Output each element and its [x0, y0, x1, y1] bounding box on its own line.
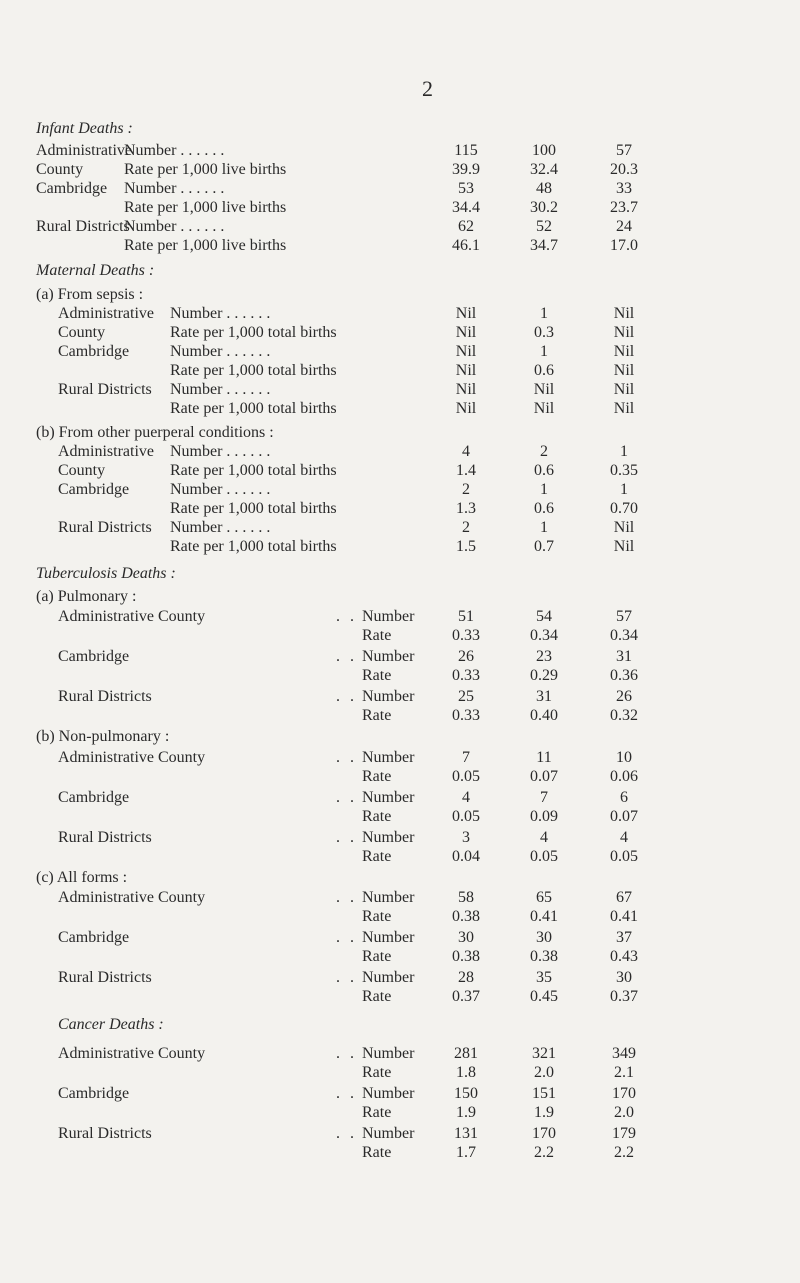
- table-cell: 52: [536, 218, 552, 235]
- row-measure-label: Rate per 1,000 live births: [124, 161, 287, 178]
- table-cell: 23: [536, 648, 552, 665]
- table-cell: 0.6: [534, 500, 554, 517]
- row-measure-label: Number . . . . . .: [170, 343, 271, 360]
- table-cell: 0.06: [610, 768, 638, 785]
- table-cell: 170: [532, 1125, 556, 1142]
- table-cell: 48: [536, 180, 552, 197]
- table-cell: 0.38: [530, 948, 558, 965]
- row-measure-label: Number: [362, 889, 415, 906]
- subsection-label: (a) From sepsis :: [36, 286, 144, 303]
- row-measure-label: Rate: [362, 848, 392, 865]
- table-cell: 39.9: [452, 161, 480, 178]
- table-cell: 1.8: [456, 1064, 476, 1081]
- row-measure-label: Rate per 1,000 total births: [170, 500, 337, 517]
- table-cell: 24: [616, 218, 632, 235]
- table-cell: Nil: [455, 400, 477, 417]
- table-cell: 150: [454, 1085, 478, 1102]
- table-cell: 0.6: [534, 462, 554, 479]
- leader-dots: . .: [336, 749, 357, 766]
- table-cell: 33: [616, 180, 632, 197]
- row-measure-label: Rate: [362, 948, 392, 965]
- row-area-label: County: [58, 324, 106, 341]
- table-cell: 1.9: [534, 1104, 554, 1121]
- table-cell: 10: [616, 749, 632, 766]
- table-cell: 1.7: [456, 1144, 476, 1161]
- row-measure-label: Rate: [362, 707, 392, 724]
- table-cell: 0.45: [530, 988, 558, 1005]
- table-cell: 2.0: [614, 1104, 634, 1121]
- table-cell: Nil: [455, 305, 477, 322]
- table-cell: 37: [616, 929, 632, 946]
- table-cell: 2: [540, 443, 548, 460]
- table-cell: 0.34: [610, 627, 638, 644]
- table-cell: 65: [536, 889, 552, 906]
- row-area-label: Rural Districts: [58, 829, 152, 846]
- table-cell: 0.37: [610, 988, 638, 1005]
- table-cell: 34.7: [530, 237, 558, 254]
- table-cell: 28: [458, 969, 474, 986]
- table-cell: 1.4: [456, 462, 476, 479]
- table-cell: 30: [536, 929, 552, 946]
- table-cell: 0.70: [610, 500, 638, 517]
- row-measure-label: Number: [362, 749, 415, 766]
- row-measure-label: Number . . . . . .: [170, 519, 271, 536]
- table-cell: 54: [536, 608, 552, 625]
- subsection-label: (a) Pulmonary :: [36, 588, 137, 605]
- table-cell: 26: [458, 648, 474, 665]
- row-measure-label: Rate: [362, 667, 392, 684]
- table-cell: Nil: [613, 305, 635, 322]
- row-measure-label: Rate: [362, 1064, 392, 1081]
- table-cell: 170: [612, 1085, 636, 1102]
- row-area-label: Rural Districts: [58, 1125, 152, 1142]
- row-measure-label: Number . . . . . .: [170, 381, 271, 398]
- table-cell: 17.0: [610, 237, 638, 254]
- row-measure-label: Rate per 1,000 total births: [170, 362, 337, 379]
- table-cell: 1: [540, 519, 548, 536]
- row-area-label: Administrative: [36, 142, 132, 159]
- table-cell: 0.41: [610, 908, 638, 925]
- table-cell: 0.6: [534, 362, 554, 379]
- table-cell: 62: [458, 218, 474, 235]
- table-cell: 0.36: [610, 667, 638, 684]
- row-measure-label: Rate: [362, 908, 392, 925]
- table-cell: 1: [540, 305, 548, 322]
- table-cell: 4: [462, 789, 470, 806]
- table-cell: Nil: [533, 400, 555, 417]
- row-measure-label: Rate: [362, 988, 392, 1005]
- row-measure-label: Number: [362, 648, 415, 665]
- table-cell: 1.3: [456, 500, 476, 517]
- table-cell: 1: [620, 481, 628, 498]
- row-area-label: Rural Districts: [58, 969, 152, 986]
- table-cell: 349: [612, 1045, 636, 1062]
- row-measure-label: Rate per 1,000 total births: [170, 538, 337, 555]
- table-cell: 2: [462, 481, 470, 498]
- table-cell: 0.05: [530, 848, 558, 865]
- table-cell: 0.05: [452, 808, 480, 825]
- table-cell: 53: [458, 180, 474, 197]
- table-cell: Nil: [455, 362, 477, 379]
- section-title: Infant Deaths :: [36, 120, 133, 137]
- table-cell: 0.3: [534, 324, 554, 341]
- section-title: Maternal Deaths :: [36, 262, 155, 279]
- row-area-label: County: [36, 161, 84, 178]
- table-cell: 0.05: [452, 768, 480, 785]
- row-measure-label: Rate per 1,000 live births: [124, 199, 287, 216]
- row-area-label: Administrative County: [58, 749, 206, 766]
- table-cell: 0.41: [530, 908, 558, 925]
- table-cell: 2.2: [534, 1144, 554, 1161]
- table-cell: 57: [616, 608, 632, 625]
- table-cell: 51: [458, 608, 474, 625]
- table-cell: Nil: [455, 381, 477, 398]
- table-cell: 31: [536, 688, 552, 705]
- table-cell: 281: [454, 1045, 478, 1062]
- table-cell: 1.5: [456, 538, 476, 555]
- row-area-label: Administrative: [58, 305, 154, 322]
- row-measure-label: Rate per 1,000 total births: [170, 400, 337, 417]
- row-measure-label: Rate: [362, 808, 392, 825]
- table-cell: 57: [616, 142, 632, 159]
- leader-dots: . .: [336, 1125, 357, 1142]
- row-area-label: Cambridge: [58, 343, 130, 360]
- table-cell: 23.7: [610, 199, 638, 216]
- table-cell: 4: [462, 443, 470, 460]
- row-area-label: Cambridge: [36, 180, 108, 197]
- leader-dots: . .: [336, 1045, 357, 1062]
- row-measure-label: Rate: [362, 1104, 392, 1121]
- row-area-label: Cambridge: [58, 481, 130, 498]
- row-area-label: Rural Districts: [36, 218, 130, 235]
- table-cell: 6: [620, 789, 628, 806]
- table-cell: 31: [616, 648, 632, 665]
- leader-dots: . .: [336, 1085, 357, 1102]
- table-cell: Nil: [613, 343, 635, 360]
- leader-dots: . .: [336, 608, 357, 625]
- table-cell: 30.2: [530, 199, 558, 216]
- table-cell: 4: [540, 829, 548, 846]
- table-cell: 0.40: [530, 707, 558, 724]
- row-area-label: Rural Districts: [58, 519, 152, 536]
- table-cell: 30: [458, 929, 474, 946]
- table-cell: 100: [532, 142, 556, 159]
- table-cell: 115: [454, 142, 478, 159]
- row-area-label: Cambridge: [58, 789, 130, 806]
- table-cell: 2.1: [614, 1064, 634, 1081]
- row-area-label: Administrative County: [58, 1045, 206, 1062]
- table-cell: 7: [462, 749, 470, 766]
- leader-dots: . .: [336, 829, 357, 846]
- table-cell: 0.04: [452, 848, 480, 865]
- table-cell: Nil: [613, 519, 635, 536]
- leader-dots: . .: [336, 789, 357, 806]
- table-cell: 1: [540, 343, 548, 360]
- row-measure-label: Rate per 1,000 total births: [170, 324, 337, 341]
- leader-dots: . .: [336, 648, 357, 665]
- table-cell: 32.4: [530, 161, 558, 178]
- table-cell: 0.32: [610, 707, 638, 724]
- page-number: 2: [422, 76, 433, 101]
- table-cell: 58: [458, 889, 474, 906]
- table-cell: 0.09: [530, 808, 558, 825]
- table-cell: 0.35: [610, 462, 638, 479]
- row-measure-label: Number: [362, 969, 415, 986]
- table-cell: 11: [536, 749, 552, 766]
- table-cell: Nil: [455, 324, 477, 341]
- table-cell: 0.07: [530, 768, 558, 785]
- table-cell: 0.38: [452, 908, 480, 925]
- table-cell: 0.7: [534, 538, 554, 555]
- table-cell: 2.2: [614, 1144, 634, 1161]
- table-cell: 131: [454, 1125, 478, 1142]
- table-cell: 0.29: [530, 667, 558, 684]
- row-area-label: County: [58, 462, 106, 479]
- row-measure-label: Number . . . . . .: [170, 305, 271, 322]
- row-area-label: Cambridge: [58, 648, 130, 665]
- table-cell: 2: [462, 519, 470, 536]
- row-measure-label: Rate: [362, 768, 392, 785]
- row-measure-label: Number . . . . . .: [124, 218, 225, 235]
- row-area-label: Rural Districts: [58, 381, 152, 398]
- table-cell: 34.4: [452, 199, 480, 216]
- table-cell: 67: [616, 889, 632, 906]
- row-area-label: Cambridge: [58, 929, 130, 946]
- row-area-label: Cambridge: [58, 1085, 130, 1102]
- table-cell: 1: [620, 443, 628, 460]
- table-cell: 0.33: [452, 667, 480, 684]
- row-area-label: Administrative County: [58, 889, 206, 906]
- row-measure-label: Number: [362, 1125, 415, 1142]
- table-cell: 0.34: [530, 627, 558, 644]
- row-area-label: Rural Districts: [58, 688, 152, 705]
- table-cell: 179: [612, 1125, 636, 1142]
- table-cell: 35: [536, 969, 552, 986]
- row-measure-label: Number . . . . . .: [124, 142, 225, 159]
- row-measure-label: Number: [362, 1045, 415, 1062]
- table-cell: 0.37: [452, 988, 480, 1005]
- row-area-label: Administrative: [58, 443, 154, 460]
- row-measure-label: Number: [362, 608, 415, 625]
- row-measure-label: Rate per 1,000 total births: [170, 462, 337, 479]
- table-cell: 0.43: [610, 948, 638, 965]
- table-cell: 20.3: [610, 161, 638, 178]
- row-measure-label: Number . . . . . .: [124, 180, 225, 197]
- table-cell: 2.0: [534, 1064, 554, 1081]
- table-cell: 0.33: [452, 707, 480, 724]
- row-measure-label: Number: [362, 688, 415, 705]
- table-cell: 0.05: [610, 848, 638, 865]
- table-cell: 0.33: [452, 627, 480, 644]
- table-cell: 1: [540, 481, 548, 498]
- table-cell: Nil: [613, 400, 635, 417]
- row-measure-label: Number . . . . . .: [170, 443, 271, 460]
- table-cell: 30: [616, 969, 632, 986]
- table-cell: Nil: [455, 343, 477, 360]
- table-cell: 46.1: [452, 237, 480, 254]
- table-cell: Nil: [533, 381, 555, 398]
- row-measure-label: Number: [362, 789, 415, 806]
- table-cell: 321: [532, 1045, 556, 1062]
- section-title: Cancer Deaths :: [58, 1016, 164, 1033]
- row-measure-label: Number: [362, 1085, 415, 1102]
- subsection-label: (b) Non-pulmonary :: [36, 728, 170, 745]
- section-title: Tuberculosis Deaths :: [36, 565, 176, 582]
- row-measure-label: Rate: [362, 1144, 392, 1161]
- table-cell: Nil: [613, 381, 635, 398]
- table-cell: Nil: [613, 362, 635, 379]
- leader-dots: . .: [336, 688, 357, 705]
- table-cell: 4: [620, 829, 628, 846]
- table-cell: 25: [458, 688, 474, 705]
- table-cell: 3: [462, 829, 470, 846]
- table-cell: 0.07: [610, 808, 638, 825]
- table-cell: 151: [532, 1085, 556, 1102]
- subsection-label: (b) From other puerperal conditions :: [36, 424, 274, 441]
- table-cell: Nil: [613, 324, 635, 341]
- subsection-label: (c) All forms :: [36, 869, 128, 886]
- table-cell: Nil: [613, 538, 635, 555]
- row-measure-label: Number . . . . . .: [170, 481, 271, 498]
- row-measure-label: Number: [362, 929, 415, 946]
- leader-dots: . .: [336, 929, 357, 946]
- table-cell: 7: [540, 789, 548, 806]
- leader-dots: . .: [336, 969, 357, 986]
- row-measure-label: Rate: [362, 627, 392, 644]
- leader-dots: . .: [336, 889, 357, 906]
- table-cell: 1.9: [456, 1104, 476, 1121]
- table-cell: 0.38: [452, 948, 480, 965]
- row-measure-label: Number: [362, 829, 415, 846]
- row-area-label: Administrative County: [58, 608, 206, 625]
- row-measure-label: Rate per 1,000 live births: [124, 237, 287, 254]
- table-cell: 26: [616, 688, 632, 705]
